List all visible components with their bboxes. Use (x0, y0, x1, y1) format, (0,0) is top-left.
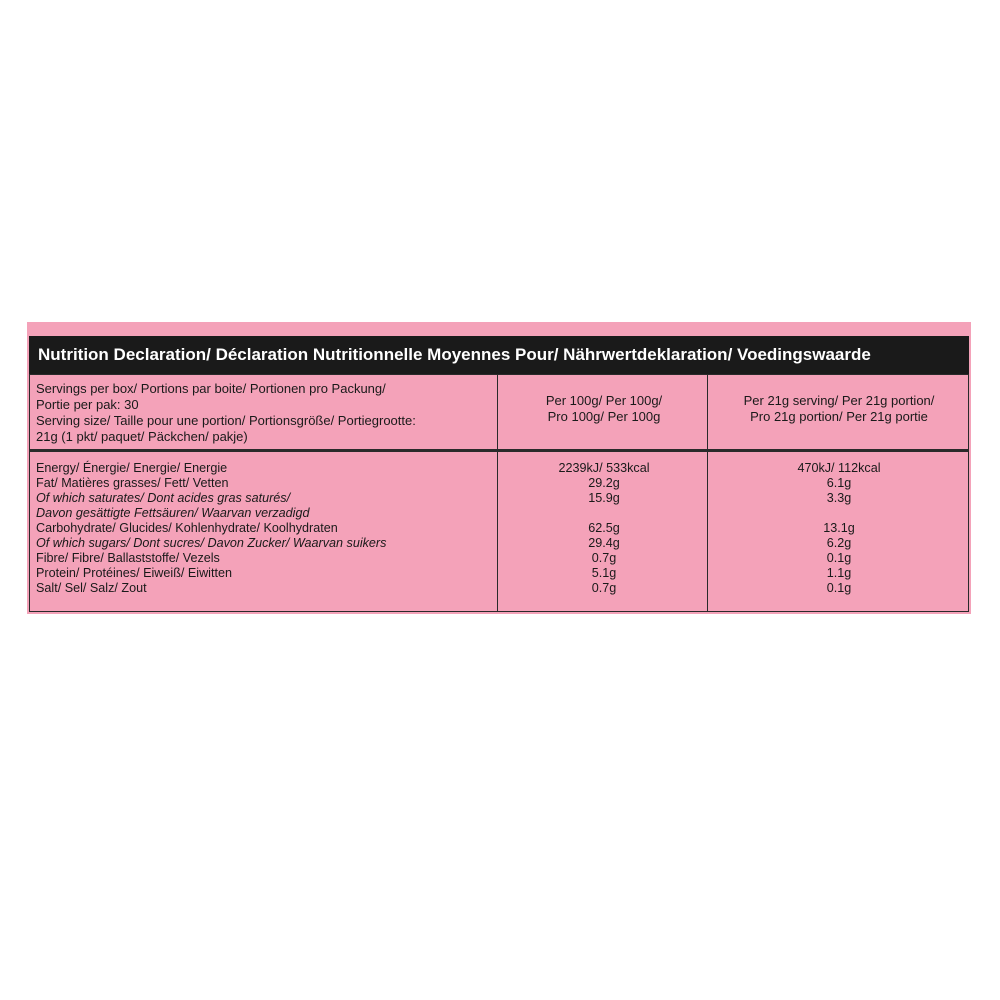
nutrient-name: Energy/ Énergie/ Energie/ Energie (36, 461, 228, 475)
nutrient-row-saturates-cont (36, 506, 966, 521)
nutrient-row-carbohydrate (36, 521, 966, 536)
per-serving-value: 6.1g (826, 476, 852, 490)
nutrient-row-sugars (36, 536, 966, 551)
per-serving-value: 0.1g (826, 581, 852, 595)
nutrient-row-fat (36, 476, 966, 491)
per-100g-value: 0.7g (591, 581, 617, 595)
nutrient-row-fibre (36, 551, 966, 566)
per-100g-value: 5.1g (591, 566, 617, 580)
per-100g-value: 2239kJ/ 533kcal (558, 461, 650, 475)
serving-size-value: 21g (1 pkt/ paquet/ Päckchen/ pakje) (36, 429, 248, 444)
per-serving-value: 13.1g (823, 521, 855, 535)
per-100g-header (500, 393, 708, 425)
per-100g-value: 62.5g (588, 521, 620, 535)
per-serving-header (710, 393, 968, 425)
per-100g-value: 29.4g (588, 536, 620, 550)
serving-size-text: Serving size/ Taille pour une portion/ Portionsgröße/ Portiegrootte: (36, 413, 416, 428)
nutrient-name: Of which sugars/ Dont sucres/ Davon Zucker/ Waarvan suikers (36, 536, 387, 550)
nutrient-row-protein (36, 566, 966, 581)
per-serving-value: 6.2g (826, 536, 852, 550)
per-100g-header-line: Per 100g/ Per 100g/ (545, 393, 663, 408)
per-serving-value: 1.1g (826, 566, 852, 580)
per-100g-value: 0.7g (591, 551, 617, 565)
nutrient-name: Fat/ Matières grasses/ Fett/ Vetten (36, 476, 229, 490)
nutrient-name: Salt/ Sel/ Salz/ Zout (36, 581, 147, 595)
per-serving-value: 0.1g (826, 551, 852, 565)
nutrient-name: Of which saturates/ Dont acides gras saturés/ (36, 491, 291, 505)
nutrient-name: Fibre/ Fibre/ Ballaststoffe/ Vezels (36, 551, 220, 565)
per-100g-value: 29.2g (588, 476, 620, 490)
nutrient-rows (36, 461, 966, 596)
per-serving-header-line: Pro 21g portion/ Per 21g portie (750, 409, 928, 424)
nutrient-name: Carbohydrate/ Glucides/ Kohlenhydrate/ Koolhydraten (36, 521, 338, 535)
per-100g-header-line: Pro 100g/ Per 100g (547, 409, 661, 424)
servings-per-box-text: Servings per box/ Portions par boite/ Portionen pro Packung/ (36, 381, 386, 396)
serving-info (36, 381, 496, 445)
servings-per-box-value: Portie per pak: 30 (36, 397, 139, 412)
per-serving-value: 470kJ/ 112kcal (797, 461, 881, 475)
per-100g-value: 15.9g (588, 491, 620, 505)
nutrition-title: Nutrition Declaration/ Déclaration Nutritionnelle Moyennes Pour/ Nährwertdeklaration/ Voedingswaarde (29, 336, 969, 374)
nutrient-row-saturates (36, 491, 966, 506)
nutrient-name: Davon gesättigte Fettsäuren/ Waarvan verzadigd (36, 506, 310, 520)
nutrient-row-salt (36, 581, 966, 596)
nutrient-name: Protein/ Protéines/ Eiweiß/ Eiwitten (36, 566, 232, 580)
per-serving-header-line: Per 21g serving/ Per 21g portion/ (743, 393, 935, 408)
per-serving-value: 3.3g (826, 491, 852, 505)
nutrition-label (27, 322, 971, 614)
nutrition-table (29, 374, 969, 612)
nutrient-row-energy (36, 461, 966, 476)
header-divider (30, 449, 968, 452)
